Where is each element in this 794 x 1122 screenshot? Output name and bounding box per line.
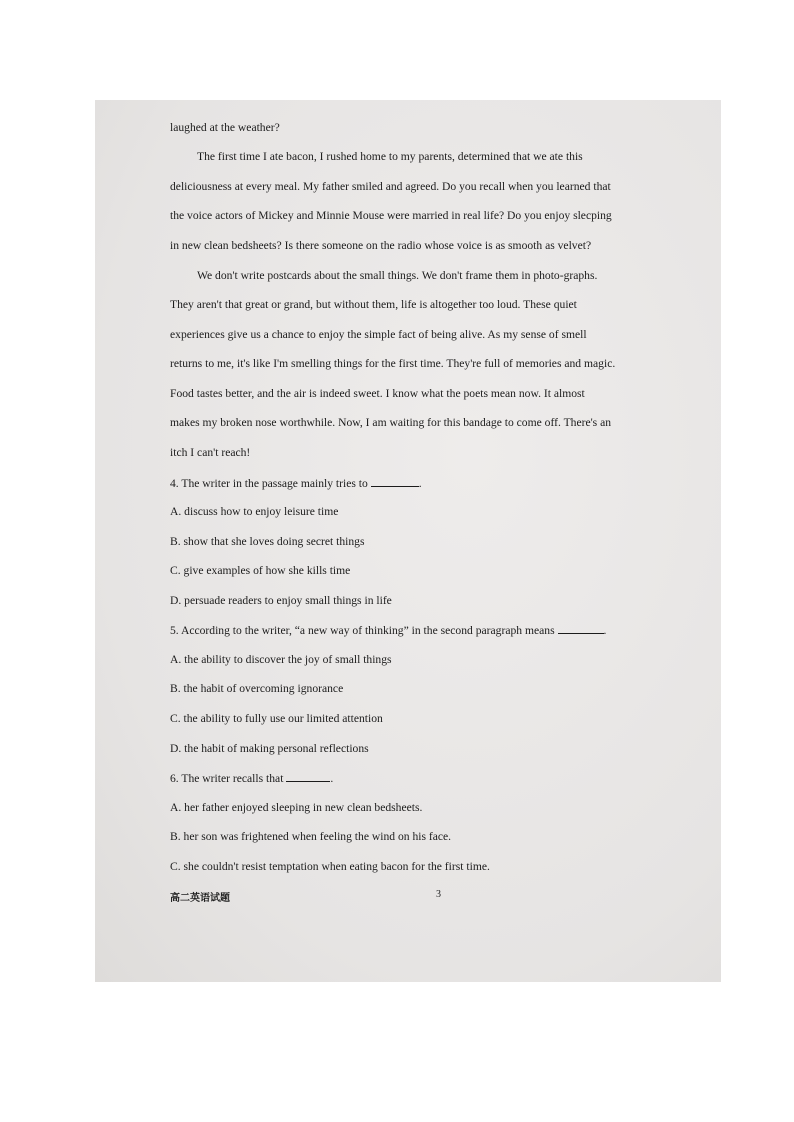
question-6-option-a: A. her father enjoyed sleeping in new clean bedsheets. bbox=[170, 801, 423, 814]
question-stem-text: 6. The writer recalls that bbox=[170, 772, 284, 785]
question-5-option-a: A. the ability to discover the joy of small things bbox=[170, 653, 392, 666]
question-5-stem bbox=[170, 623, 606, 638]
question-stem-end: . bbox=[603, 624, 607, 637]
passage-line: makes my broken nose worthwhile. Now, I am waiting for this bandage to come off. There's an bbox=[170, 416, 612, 429]
passage-line: experiences give us a chance to enjoy the simple fact of being alive. As my sense of smell bbox=[170, 328, 587, 341]
question-5-option-d: D. the habit of making personal reflections bbox=[170, 742, 369, 755]
passage-line: They aren't that great or grand, but without them, life is altogether too loud. These quiet bbox=[170, 298, 577, 311]
question-4-stem bbox=[170, 476, 422, 491]
question-4-option-c: C. give examples of how she kills time bbox=[170, 564, 351, 577]
passage-line: the voice actors of Mickey and Minnie Mouse were married in real life? Do you enjoy slecping bbox=[170, 209, 612, 222]
question-6-option-b: B. her son was frightened when feeling the wind on his face. bbox=[170, 830, 452, 843]
question-4-option-b: B. show that she loves doing secret things bbox=[170, 535, 365, 548]
page-number: 3 bbox=[436, 889, 441, 900]
scanned-page bbox=[95, 100, 721, 982]
question-stem-text: 4. The writer in the passage mainly tries to bbox=[170, 477, 368, 490]
question-stem-text: 5. According to the writer, “a new way of thinking” in the second paragraph means bbox=[170, 624, 555, 637]
answer-blank bbox=[371, 476, 419, 487]
question-6-option-c: C. she couldn't resist temptation when eating bacon for the first time. bbox=[170, 860, 490, 873]
question-stem-end: . bbox=[330, 772, 334, 785]
question-4-option-a: A. discuss how to enjoy leisure time bbox=[170, 505, 339, 518]
question-6-stem bbox=[170, 771, 333, 786]
passage-line: itch I can't reach! bbox=[170, 446, 251, 459]
question-stem-end: . bbox=[418, 477, 422, 490]
passage-line: returns to me, it's like I'm smelling things for the first time. They're full of memories and magic. bbox=[170, 357, 616, 370]
passage-line: The first time I ate bacon, I rushed home to my parents, determined that we ate this bbox=[197, 150, 583, 163]
exam-title: 高二英语试题 bbox=[170, 893, 230, 904]
answer-blank bbox=[558, 623, 604, 634]
question-4-option-d: D. persuade readers to enjoy small things in life bbox=[170, 594, 392, 607]
passage-line: laughed at the weather? bbox=[170, 121, 280, 134]
question-5-option-c: C. the ability to fully use our limited attention bbox=[170, 712, 383, 725]
answer-blank bbox=[286, 771, 330, 782]
passage-line: in new clean bedsheets? Is there someone on the radio whose voice is as smooth as velvet? bbox=[170, 239, 592, 252]
passage-line: We don't write postcards about the small things. We don't frame them in photo-graphs. bbox=[197, 269, 598, 282]
question-5-option-b: B. the habit of overcoming ignorance bbox=[170, 682, 344, 695]
passage-line: Food tastes better, and the air is indeed sweet. I know what the poets mean now. It almost bbox=[170, 387, 585, 400]
passage-line: deliciousness at every meal. My father smiled and agreed. Do you recall when you learned that bbox=[170, 180, 611, 193]
